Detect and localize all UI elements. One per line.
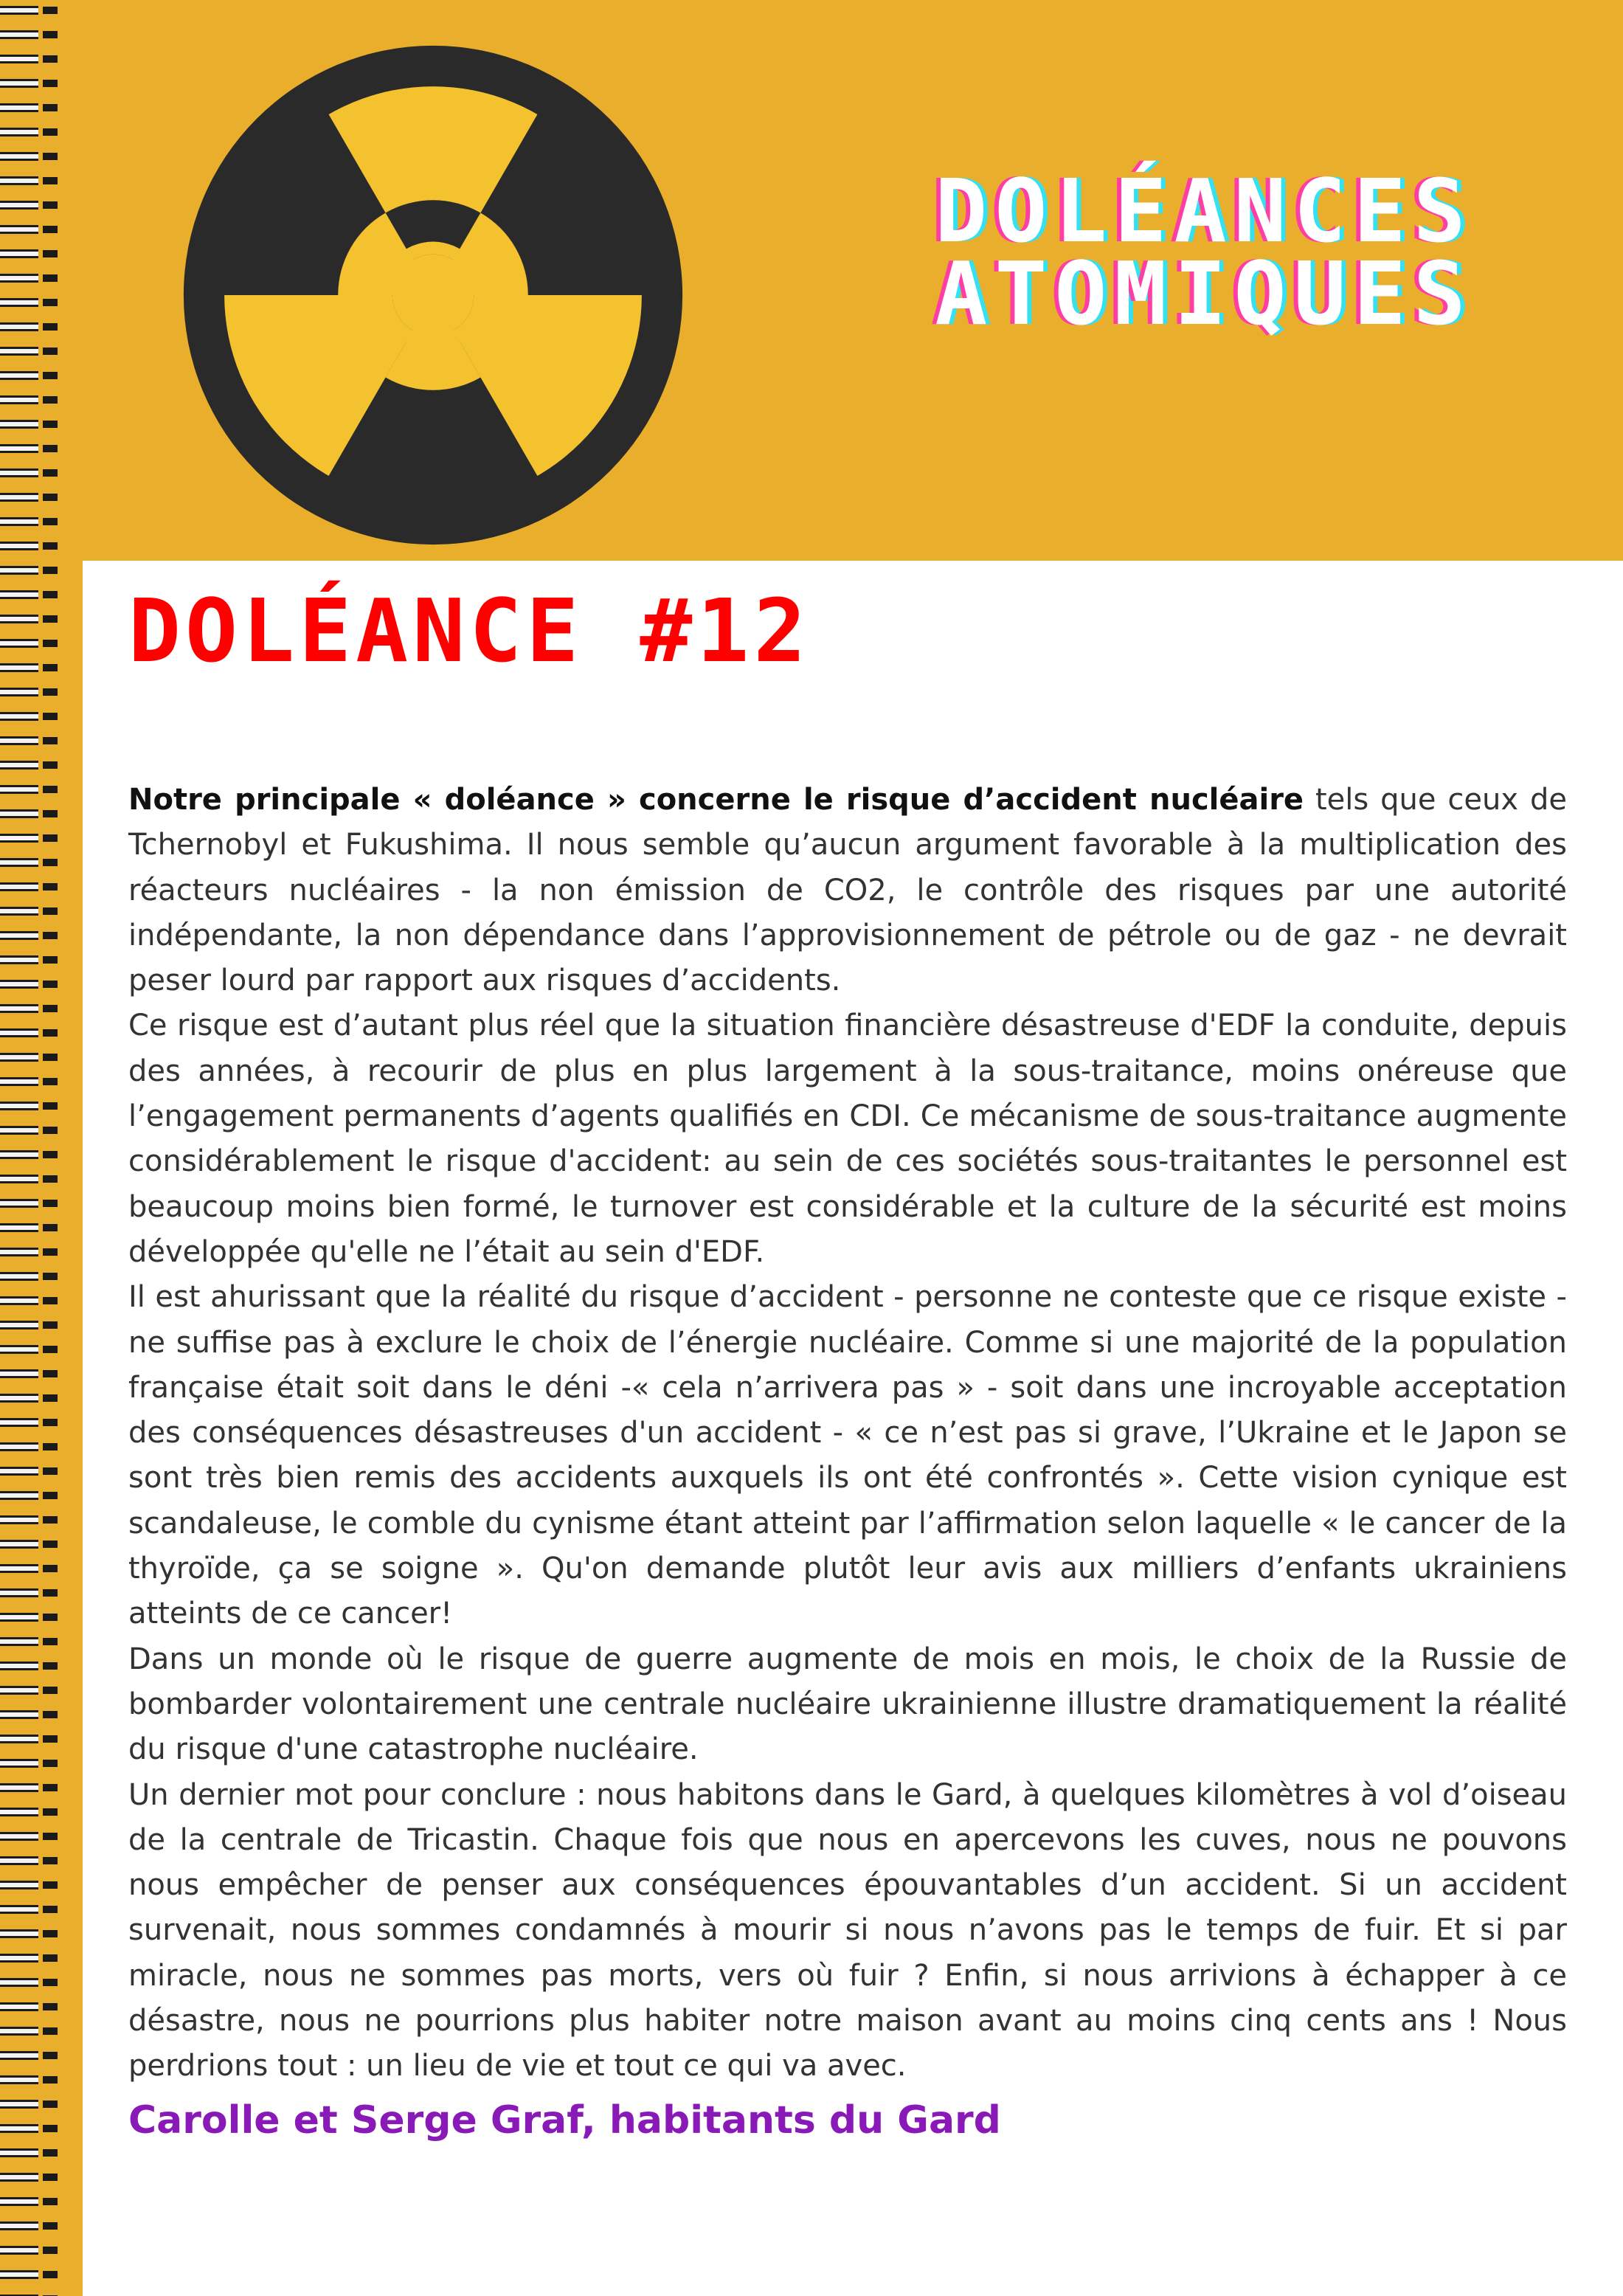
paragraph-5: Un dernier mot pour conclure : nous habitons dans le Gard, à quelques kilomètres à vol d’oiseau de la centrale de Tricastin. Chaque fois que nous en apercevons les cuves, nous ne pouvons nous empêcher de penser aux conséquences épouvantables d’un accident. Si un accident survenait, nous sommes condamnés à mourir si nous n’avons pas le temps de fuir. Et si par miracle, nous ne sommes pas morts, vers où fuir ? Enfin, si nous arrivions à échapper à ce désastre, nous ne pourrions plus habiter notre maison avant au moins cinq cents ans ! Nous perdrions tout : un lieu de vie et tout ce qui va avec.	[128, 1777, 1567, 2084]
doleance-heading: DOLÉANCE #12	[128, 580, 811, 682]
paragraph-3: Il est ahurissant que la réalité du risque d’accident - personne ne conteste que ce risque existe - ne suffise pas à exclure le choix de l’énergie nucléaire. Comme si une majorité de la population française était soit dans le déni -« cela n’arrivera pas » - soit dans une incroyable acceptation des conséquences désastreuses d'un accident - « ce n’est pas si grave, l’Ukraine et le Japon se sont très bien remis des accidents auxquels ils ont été confrontés ». Cette vision cynique est scandaleuse, le comble du cynisme étant atteint par l’affirmation selon laquelle « le cancer de la thyroïde, ça se soigne ». Qu'on demande plutôt leur avis aux milliers d’enfants ukrainiens atteints de ce cancer!	[128, 1280, 1567, 1631]
paragraph-1-rest: tels que ceux de Tchernobyl et Fukushima. Il nous semble qu’aucun argument favorable à la multiplication des réacteurs nucléaires - la non émission de CO2, le contrôle des risques par une autorité indépendante, la non dépendance dans l’approvisionnement de pétrole ou de gaz - ne devrait peser lourd par rapport aux risques d’accidents.	[128, 783, 1567, 998]
paragraph-1-bold: Notre principale « doléance » concerne le risque d’accident nucléaire	[128, 783, 1304, 817]
page-title	[739, 160, 1623, 345]
header-banner	[83, 0, 1623, 561]
title-line-2: ATOMIQUES	[935, 243, 1473, 345]
paragraph-2: Ce risque est d’autant plus réel que la situation financière désastreuse d'EDF la conduite, depuis des années, à recourir de plus en plus largement à la sous-traitance, moins onéreuse que l’engagement permanents d’agents qualifiés en CDI. Ce mécanisme de sous-traitance augmente considérablement le risque d'accident: au sein de ces sociétés sous-traitantes le personnel est beaucoup moins bien formé, le turnover est considérable et la culture de la sécurité est moins développée qu'elle ne l’était au sein d'EDF.	[128, 1009, 1567, 1269]
title-line-1: DOLÉANCES	[935, 160, 1473, 262]
signature: Carolle et Serge Graf, habitants du Gard	[128, 2098, 1001, 2143]
spiral-binding	[0, 0, 83, 2296]
spiral-holes	[43, 0, 58, 2296]
paragraph-4: Dans un monde où le risque de guerre augmente de mois en mois, le choix de la Russie de bombarder volontairement une centrale nucléaire ukrainienne illustre dramatiquement la réalité du risque d'une catastrophe nucléaire.	[128, 1642, 1567, 1767]
main-content	[128, 575, 1567, 2148]
body-text	[128, 778, 1567, 2089]
radiation-trefoil-icon	[179, 41, 688, 550]
paragraph-1	[128, 778, 1567, 1003]
spiral-rings	[0, 0, 83, 2296]
